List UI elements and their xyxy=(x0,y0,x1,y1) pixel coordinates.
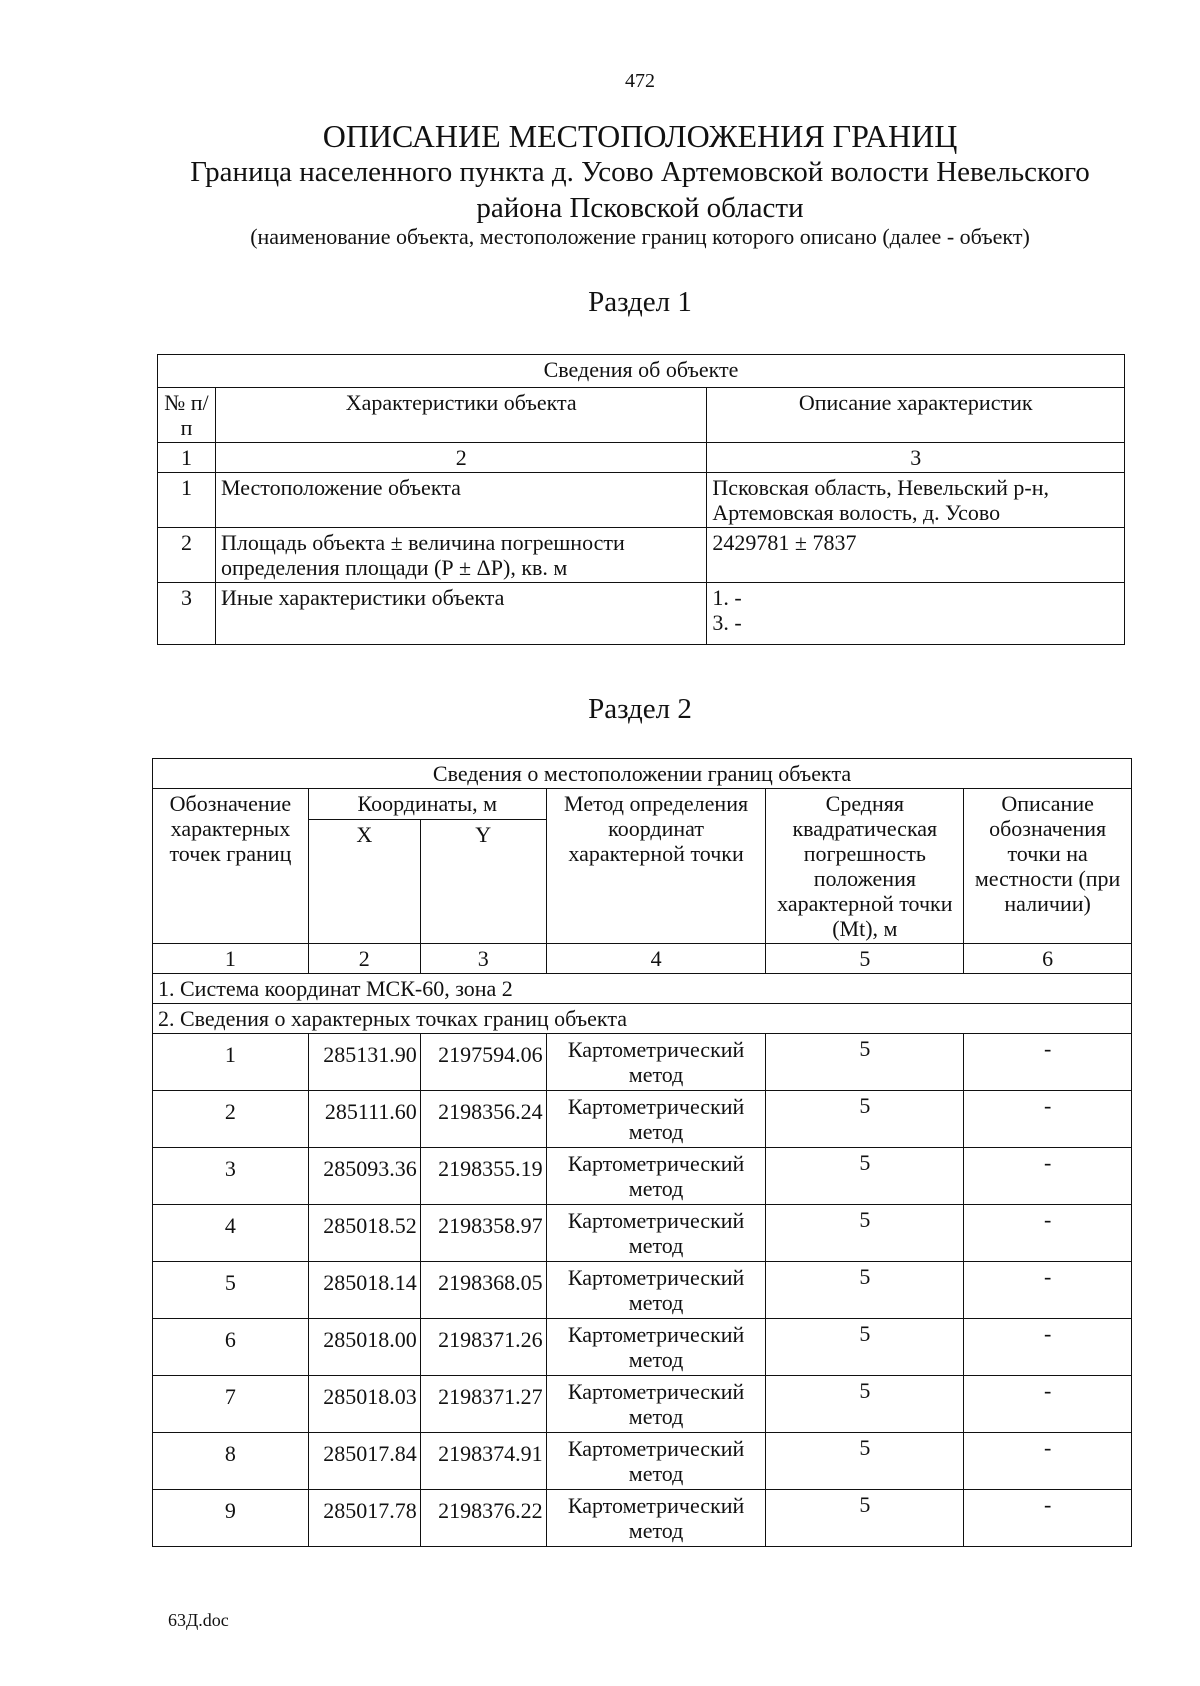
point-error: 5 xyxy=(766,1205,964,1262)
points-heading: 2. Сведения о характерных точках границ объекта xyxy=(153,1004,1132,1034)
header-coords: Координаты, м xyxy=(308,789,546,820)
column-number: 1 xyxy=(153,944,309,974)
point-method: Картометрический метод xyxy=(546,1490,766,1547)
column-number: 3 xyxy=(420,944,546,974)
header-x: X xyxy=(308,820,420,944)
column-number-row xyxy=(158,443,1125,473)
table-row xyxy=(153,1376,1132,1433)
point-id: 1 xyxy=(153,1034,309,1091)
table-title-row xyxy=(158,355,1125,388)
coordinate-system: 1. Система координат МСК-60, зона 2 xyxy=(153,974,1132,1004)
row-name: Площадь объекта ± величина погрешности определения площади (Р ± ΔР), кв. м xyxy=(215,528,706,583)
header-method: Метод определения координат характерной точки xyxy=(546,789,766,944)
header-description: Описание обозначения точки на местности (при наличии) xyxy=(964,789,1132,944)
point-x: 285018.14 xyxy=(308,1262,420,1319)
point-id: 7 xyxy=(153,1376,309,1433)
table-title: Сведения о местоположении границ объекта xyxy=(153,759,1132,789)
point-method: Картометрический метод xyxy=(546,1319,766,1376)
column-number-row xyxy=(153,944,1132,974)
point-method: Картометрический метод xyxy=(546,1148,766,1205)
point-method: Картометрический метод xyxy=(546,1262,766,1319)
point-description: - xyxy=(964,1433,1132,1490)
point-y: 2198355.19 xyxy=(420,1148,546,1205)
point-x: 285111.60 xyxy=(308,1091,420,1148)
point-y: 2198374.91 xyxy=(420,1433,546,1490)
row-value: 2429781 ± 7837 xyxy=(707,528,1125,583)
point-description: - xyxy=(964,1148,1132,1205)
table-row xyxy=(153,1034,1132,1091)
row-value: Псковская область, Невельский р-н, Артемовская волость, д. Усово xyxy=(707,473,1125,528)
header-y: Y xyxy=(420,820,546,944)
point-description: - xyxy=(964,1034,1132,1091)
system-row xyxy=(153,974,1132,1004)
row-value-line: 1. - xyxy=(712,585,742,610)
point-y: 2198368.05 xyxy=(420,1262,546,1319)
point-error: 5 xyxy=(766,1148,964,1205)
object-info-table xyxy=(157,354,1125,645)
point-error: 5 xyxy=(766,1433,964,1490)
column-number: 1 xyxy=(158,443,216,473)
point-description: - xyxy=(964,1205,1132,1262)
table-row xyxy=(158,583,1125,645)
point-x: 285018.00 xyxy=(308,1319,420,1376)
point-method: Картометрический метод xyxy=(546,1034,766,1091)
point-description: - xyxy=(964,1319,1132,1376)
point-error: 5 xyxy=(766,1319,964,1376)
table-row xyxy=(158,528,1125,583)
point-id: 6 xyxy=(153,1319,309,1376)
point-id: 3 xyxy=(153,1148,309,1205)
column-number: 4 xyxy=(546,944,766,974)
table-title: Сведения об объекте xyxy=(158,355,1125,388)
point-y: 2198371.26 xyxy=(420,1319,546,1376)
column-number: 2 xyxy=(215,443,706,473)
point-method: Картометрический метод xyxy=(546,1205,766,1262)
column-number: 6 xyxy=(964,944,1132,974)
table-row xyxy=(153,1205,1132,1262)
row-number: 3 xyxy=(158,583,216,645)
table-title-row xyxy=(153,759,1132,789)
point-id: 5 xyxy=(153,1262,309,1319)
boundary-points-table xyxy=(152,758,1132,1547)
header-point: Обозначение характерных точек границ xyxy=(153,789,309,944)
table-row xyxy=(153,1319,1132,1376)
table-row xyxy=(153,1490,1132,1547)
point-y: 2198376.22 xyxy=(420,1490,546,1547)
point-method: Картометрический метод xyxy=(546,1091,766,1148)
row-value-line: 3. - xyxy=(712,610,742,635)
column-number: 3 xyxy=(707,443,1125,473)
point-error: 5 xyxy=(766,1490,964,1547)
header-error: Средняя квадратическая погрешность положения характерной точки (Mt), м xyxy=(766,789,964,944)
point-id: 4 xyxy=(153,1205,309,1262)
point-y: 2198356.24 xyxy=(420,1091,546,1148)
document-footer: 63Д.doc xyxy=(168,1610,229,1630)
section-1-title: Раздел 1 xyxy=(588,286,692,318)
point-error: 5 xyxy=(766,1262,964,1319)
document-subtitle: Граница населенного пункта д. Усово Артемовской волости Невельского района Псковской области xyxy=(190,156,1090,224)
header-num: № п/п xyxy=(158,388,216,443)
point-id: 2 xyxy=(153,1091,309,1148)
points-body xyxy=(153,1034,1132,1547)
point-description: - xyxy=(964,1091,1132,1148)
point-error: 5 xyxy=(766,1091,964,1148)
header-row xyxy=(153,789,1132,820)
table-row xyxy=(153,1262,1132,1319)
row-name: Местоположение объекта xyxy=(215,473,706,528)
point-x: 285018.03 xyxy=(308,1376,420,1433)
column-number: 5 xyxy=(766,944,964,974)
point-id: 9 xyxy=(153,1490,309,1547)
point-method: Картометрический метод xyxy=(546,1433,766,1490)
column-number: 2 xyxy=(308,944,420,974)
point-y: 2198358.97 xyxy=(420,1205,546,1262)
point-x: 285018.52 xyxy=(308,1205,420,1262)
header-description: Описание характеристик xyxy=(707,388,1125,443)
section-2-title: Раздел 2 xyxy=(588,693,692,725)
table-row xyxy=(158,473,1125,528)
row-value xyxy=(707,583,1125,645)
point-error: 5 xyxy=(766,1034,964,1091)
point-x: 285017.78 xyxy=(308,1490,420,1547)
point-y: 2197594.06 xyxy=(420,1034,546,1091)
row-number: 1 xyxy=(158,473,216,528)
table-row xyxy=(153,1091,1132,1148)
point-x: 285131.90 xyxy=(308,1034,420,1091)
document-caption: (наименование объекта, местоположение границ которого описано (далее - объект) xyxy=(250,224,1030,249)
table-row xyxy=(153,1148,1132,1205)
header-characteristics: Характеристики объекта xyxy=(215,388,706,443)
document-title: ОПИСАНИЕ МЕСТОПОЛОЖЕНИЯ ГРАНИЦ xyxy=(322,118,958,154)
point-description: - xyxy=(964,1490,1132,1547)
point-x: 285093.36 xyxy=(308,1148,420,1205)
row-number: 2 xyxy=(158,528,216,583)
point-error: 5 xyxy=(766,1376,964,1433)
table-row xyxy=(153,1433,1132,1490)
page-number: 472 xyxy=(625,70,655,92)
point-x: 285017.84 xyxy=(308,1433,420,1490)
point-description: - xyxy=(964,1262,1132,1319)
point-y: 2198371.27 xyxy=(420,1376,546,1433)
row-name: Иные характеристики объекта xyxy=(215,583,706,645)
header-row xyxy=(158,388,1125,443)
points-heading-row xyxy=(153,1004,1132,1034)
point-id: 8 xyxy=(153,1433,309,1490)
point-method: Картометрический метод xyxy=(546,1376,766,1433)
point-description: - xyxy=(964,1376,1132,1433)
